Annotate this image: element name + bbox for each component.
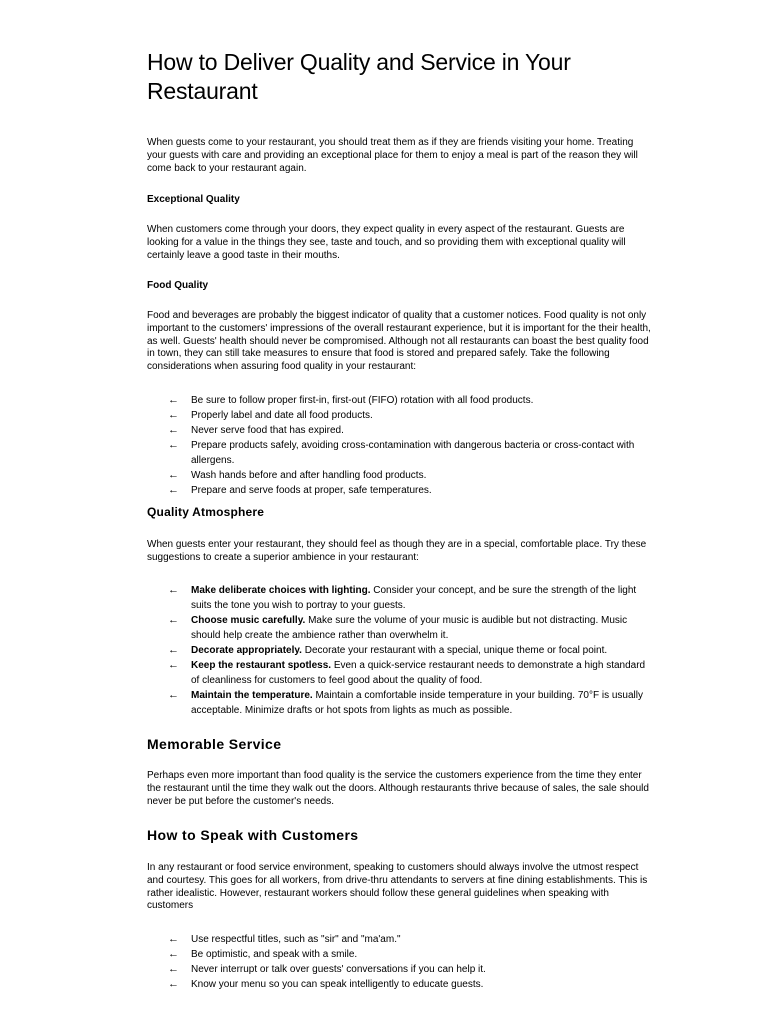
speak-guidelines-list [147, 932, 652, 992]
section-heading-exceptional: Exceptional Quality [147, 194, 240, 205]
arrow-left-icon: ← [168, 469, 179, 481]
list-item: ← Prepare and serve foods at proper, safe temperatures. [168, 484, 432, 496]
list-item: ← Properly label and date all food products. [168, 409, 373, 421]
list-item: ← Choose music carefully. Make sure the volume of your music is audible but not distracting. Music should help create the ambience rather than overwhelm it. [168, 614, 628, 641]
list-item: ← Never serve food that has expired. [168, 424, 344, 436]
speak-paragraph: In any restaurant or food service environment, speaking to customers should always involve the utmost respect and courtesy. This goes for all workers, from drive-thru attendants to servers at fine dining establishments. This is rather idealistic. However, restaurant workers should follow these general guidelines when speaking with customers [147, 862, 648, 912]
arrow-left-icon: ← [168, 424, 179, 436]
arrow-left-icon: ← [168, 933, 179, 945]
section-heading-speak: How to Speak with Customers [147, 827, 359, 843]
page-title: How to Deliver Quality and Service in Your Restaurant [147, 49, 571, 104]
list-item: ← Be sure to follow proper first-in, first-out (FIFO) rotation with all food products. [168, 394, 534, 406]
list-item: ← Maintain the temperature. Maintain a comfortable inside temperature in your building. 70°F is usually acceptable. Minimize drafts or hot spots from lights as much as possible. [168, 689, 643, 716]
food-quality-list [147, 393, 652, 498]
list-item: ← Know your menu so you can speak intelligently to educate guests. [168, 978, 484, 990]
section-heading-atmosphere: Quality Atmosphere [147, 505, 265, 519]
memorable-paragraph: Perhaps even more important than food quality is the service the customers experience from the time they enter the restaurant until the time they walk out the doors. Although restaurants thrive because of sales, the sale should never be put before the customer's needs. [147, 770, 649, 807]
arrow-left-icon: ← [168, 484, 179, 496]
arrow-left-icon: ← [168, 644, 179, 656]
arrow-left-icon: ← [168, 948, 179, 960]
list-item: ← Use respectful titles, such as "sir" and "ma'am." [168, 933, 401, 945]
intro-paragraph: When guests come to your restaurant, you should treat them as if they are friends visiting your home. Treating your guests with care and providing an exceptional place for them to enjoy a meal is part of the reason they will come back to your restaurant again. [147, 137, 638, 174]
list-item: ← Decorate appropriately. Decorate your restaurant with a special, unique theme or focal point. [168, 644, 608, 656]
arrow-left-icon: ← [168, 978, 179, 990]
arrow-left-icon: ← [168, 409, 179, 421]
atmosphere-paragraph: When guests enter your restaurant, they should feel as though they are in a special, comfortable place. Try these suggestions to create a superior ambience in your restaurant: [147, 539, 647, 563]
arrow-left-icon: ← [168, 584, 179, 596]
arrow-left-icon: ← [168, 689, 179, 701]
list-item: ← Prepare products safely, avoiding cross-contamination with dangerous bacteria or cross-contact with allergens. [168, 439, 635, 466]
list-item: ← Make deliberate choices with lighting. Consider your concept, and be sure the strength of the light suits the tone you wish to portray to your guests. [168, 584, 637, 611]
exceptional-paragraph: When customers come through your doors, they expect quality in every aspect of the restaurant. Guests are looking for a value in the things they see, taste and touch, and so providing them with exceptional quality will certainly leave a good taste in their mouths. [147, 224, 626, 261]
list-item: ← Wash hands before and after handling food products. [168, 469, 427, 481]
arrow-left-icon: ← [168, 659, 179, 671]
list-item: ← Be optimistic, and speak with a smile. [168, 948, 358, 960]
arrow-left-icon: ← [168, 963, 179, 975]
list-item: ← Keep the restaurant spotless. Even a quick-service restaurant needs to demonstrate a high standard of cleanliness for customers to feel good about the quality of food. [168, 659, 646, 686]
arrow-left-icon: ← [168, 614, 179, 626]
food-paragraph: Food and beverages are probably the biggest indicator of quality that a customer notices. Food quality is not only important to the customers' impressions of the overall restaurant experience, but it is important for the their health, as well. Guests' health should never be compromised. Although not all restaurants can boast the best quality food in town, they can still take measures to ensure that food is stored and prepared safely. Take the following considerations when assuring food quality in your restaurant: [147, 310, 651, 373]
arrow-left-icon: ← [168, 394, 179, 406]
list-item: ← Never interrupt or talk over guests' conversations if you can help it. [168, 963, 486, 975]
arrow-left-icon: ← [168, 439, 179, 451]
atmosphere-list [147, 583, 652, 718]
section-heading-food: Food Quality [147, 280, 209, 291]
section-heading-memorable: Memorable Service [147, 736, 282, 752]
